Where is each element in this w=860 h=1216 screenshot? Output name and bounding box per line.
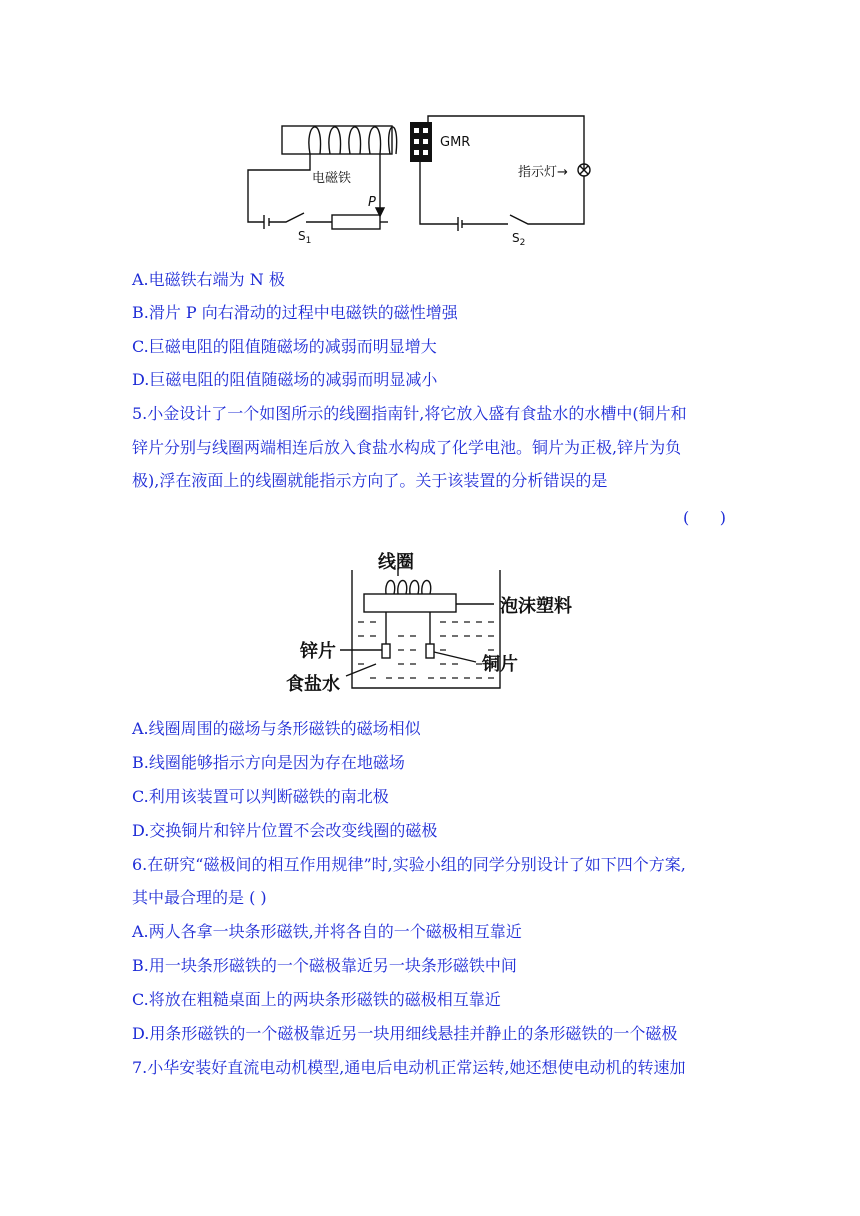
q5-stem-line-1: 5.小金设计了一个如图所示的线圈指南针,将它放入盛有食盐水的水槽中(铜片和	[132, 404, 687, 423]
q4-option-b: B.滑片 P 向右滑动的过程中电磁铁的磁性增强	[132, 303, 458, 322]
q5-option-c: C.利用该装置可以判断磁铁的南北极	[132, 787, 389, 806]
foam-label: 泡沫塑料	[500, 596, 572, 617]
switch-s1-label: $S_1$	[298, 229, 312, 246]
q5-option-d: D.交换铜片和锌片位置不会改变线圈的磁极	[132, 821, 438, 840]
q4-option-d: D.巨磁电阻的阻值随磁场的减弱而明显减小	[132, 370, 438, 389]
q5-stem-line-3: 极),浮在液面上的线圈就能指示方向了。关于该装置的分析错误的是	[132, 471, 608, 490]
electromagnet-label: 电磁铁	[312, 171, 352, 186]
circuit-figure	[240, 112, 600, 252]
q6-option-b: B.用一块条形磁铁的一个磁极靠近另一块条形磁铁中间	[132, 956, 517, 975]
copper-label: 铜片	[482, 654, 518, 675]
q5-option-a: A.线圈周围的磁场与条形磁铁的磁场相似	[132, 719, 421, 738]
q6-option-c: C.将放在粗糙桌面上的两块条形磁铁的磁极相互靠近	[132, 990, 501, 1009]
salt-water-label: 食盐水	[286, 674, 340, 695]
q5-answer-bracket: ( )	[683, 508, 726, 527]
coil-compass-figure	[280, 550, 590, 700]
gmr-label: GMR	[440, 135, 471, 150]
slider-p-label: P	[368, 195, 376, 210]
indicator-lamp-label: 指示灯→	[518, 165, 568, 180]
q5-option-b: B.线圈能够指示方向是因为存在地磁场	[132, 753, 405, 772]
zinc-label: 锌片	[300, 641, 336, 662]
q6-stem-line-2: 其中最合理的是 ( )	[132, 888, 267, 907]
coil-label: 线圈	[378, 552, 414, 573]
q6-option-a: A.两人各拿一块条形磁铁,并将各自的一个磁极相互靠近	[132, 922, 522, 941]
q4-option-c: C.巨磁电阻的阻值随磁场的减弱而明显增大	[132, 337, 437, 356]
switch-s2-label: $S_2$	[512, 231, 526, 248]
q4-option-a: A.电磁铁右端为 N 极	[132, 270, 285, 289]
q6-stem-line-1: 6.在研究“磁极间的相互作用规律”时,实验小组的同学分别设计了如下四个方案,	[132, 855, 686, 874]
q5-stem-line-2: 锌片分别与线圈两端相连后放入食盐水构成了化学电池。铜片为正极,锌片为负	[132, 438, 682, 457]
q7-stem-line-1: 7.小华安装好直流电动机模型,通电后电动机正常运转,她还想使电动机的转速加	[132, 1058, 686, 1077]
q6-option-d: D.用条形磁铁的一个磁极靠近另一块用细线悬挂并静止的条形磁铁的一个磁极	[132, 1024, 678, 1043]
